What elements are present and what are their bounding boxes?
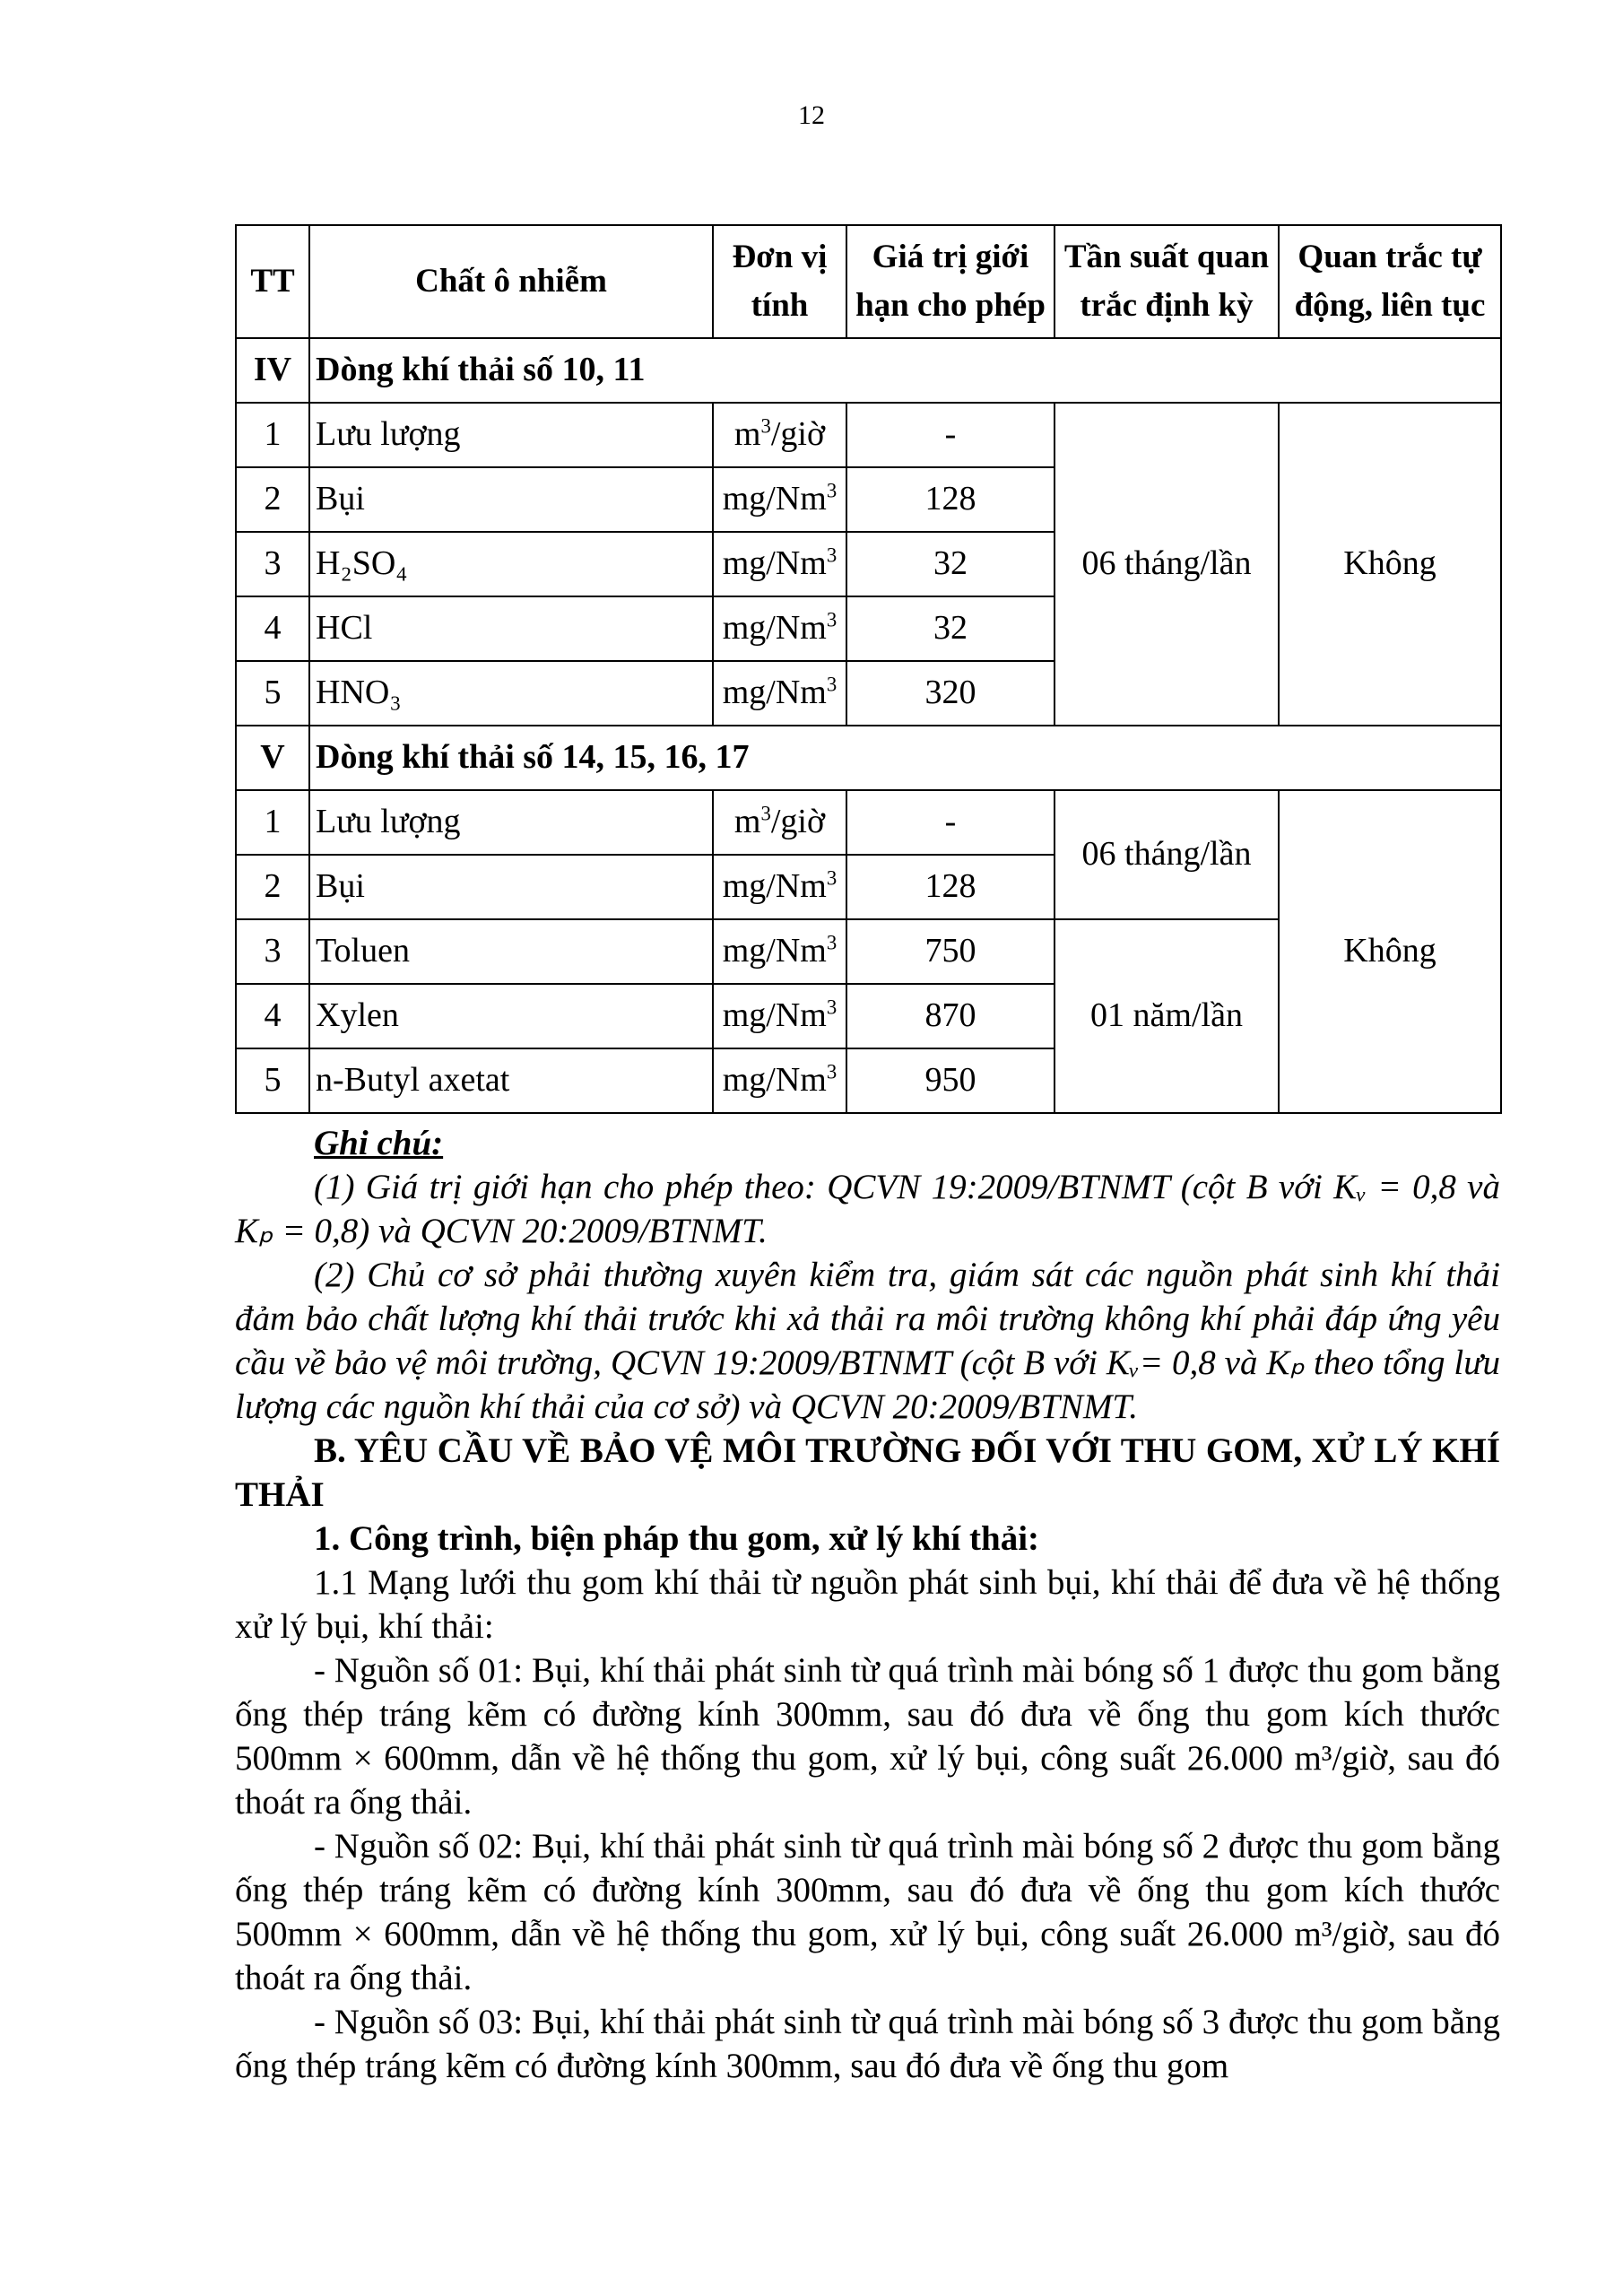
row-pollutant: HNO₃ xyxy=(309,661,713,726)
section-row-iv xyxy=(236,338,1501,403)
source-03-paragraph: - Nguồn số 03: Bụi, khí thải phát sinh từ quá trình mài bóng số 3 được thu gom bằng ống thép tráng kẽm có đường kính 300mm, sau đó đưa về ống thu gom xyxy=(235,2003,1500,2085)
row-limit: 32 xyxy=(846,596,1055,661)
row-limit: - xyxy=(846,790,1055,855)
header-frequency: Tần suất quan trắc định kỳ xyxy=(1055,225,1279,338)
page-number: 12 xyxy=(798,100,825,130)
table-header-row xyxy=(236,225,1501,338)
document-body xyxy=(235,1121,1500,2088)
section-row-v xyxy=(236,726,1501,790)
row-pollutant: HCl xyxy=(309,596,713,661)
row-tt: 3 xyxy=(236,919,309,984)
frequency-cell: 06 tháng/lần xyxy=(1055,403,1279,726)
header-limit: Giá trị giới hạn cho phép xyxy=(846,225,1055,338)
frequency-cell: 01 năm/lần xyxy=(1055,919,1279,1113)
row-pollutant: Lưu lượng xyxy=(309,790,713,855)
row-unit: mg/Nm$^3$ xyxy=(713,1048,846,1113)
row-limit: 32 xyxy=(846,532,1055,596)
row-limit: 128 xyxy=(846,467,1055,532)
frequency-cell: 06 tháng/lần xyxy=(1055,790,1279,919)
row-pollutant: Toluen xyxy=(309,919,713,984)
header-tt: TT xyxy=(236,225,309,338)
section-title: Dòng khí thải số 10, 11 xyxy=(309,338,1501,403)
section-roman: IV xyxy=(236,338,309,403)
table-row xyxy=(236,790,1501,855)
row-tt: 4 xyxy=(236,596,309,661)
note-1: (1) Giá trị giới hạn cho phép theo: QCVN 19:2009/BTNMT (cột B với Kᵥ = 0,8 và Kₚ = 0,8) và QCVN 20:2009/BTNMT. xyxy=(235,1168,1500,1250)
emission-monitoring-table xyxy=(235,224,1502,1114)
row-unit: mg/Nm$^3$ xyxy=(713,855,846,919)
row-unit: mg/Nm$^3$ xyxy=(713,596,846,661)
paragraph-1-1: 1.1 Mạng lưới thu gom khí thải từ nguồn phát sinh bụi, khí thải để đưa về hệ thống xử lý bụi, khí thải: xyxy=(235,1563,1500,1646)
row-unit: mg/Nm$^3$ xyxy=(713,467,846,532)
row-limit: 128 xyxy=(846,855,1055,919)
note-2: (2) Chủ cơ sở phải thường xuyên kiểm tra, giám sát các nguồn phát sinh khí thải đảm bảo chất lượng khí thải trước khi xả thải ra môi trường không khí phải đáp ứng yêu cầu về bảo vệ môi trường, QCVN 19:2009/BTNMT (cột B với Kᵥ= 0,8 và Kₚ theo tổng lưu lượng các nguồn khí thải của cơ sở) và QCVN 20:2009/BTNMT. xyxy=(235,1256,1500,1426)
notes-heading: Ghi chú: xyxy=(314,1124,444,1162)
auto-monitoring-cell: Không xyxy=(1279,790,1501,1113)
row-tt: 2 xyxy=(236,467,309,532)
row-limit: 320 xyxy=(846,661,1055,726)
row-pollutant: H₂SO₄ xyxy=(309,532,713,596)
auto-monitoring-cell: Không xyxy=(1279,403,1501,726)
row-tt: 4 xyxy=(236,984,309,1048)
row-pollutant: Bụi xyxy=(309,855,713,919)
source-02-paragraph: - Nguồn số 02: Bụi, khí thải phát sinh từ quá trình mài bóng số 2 được thu gom bằng ống thép tráng kẽm có đường kính 300mm, sau đó đưa về ống thu gom kích thước 500mm × 600mm, dẫn về hệ thống thu gom, xử lý bụi, công suất 26.000 m³/giờ, sau đó thoát ra ống thải. xyxy=(235,1827,1500,1997)
row-tt: 1 xyxy=(236,403,309,467)
row-unit: mg/Nm$^3$ xyxy=(713,919,846,984)
section-title: Dòng khí thải số 14, 15, 16, 17 xyxy=(309,726,1501,790)
row-unit: mg/Nm$^3$ xyxy=(713,661,846,726)
row-pollutant: Xylen xyxy=(309,984,713,1048)
row-unit: mg/Nm$^3$ xyxy=(713,984,846,1048)
row-limit: 870 xyxy=(846,984,1055,1048)
header-unit: Đơn vị tính xyxy=(713,225,846,338)
subsection-1-heading: 1. Công trình, biện pháp thu gom, xử lý khí thải: xyxy=(314,1519,1040,1558)
row-tt: 5 xyxy=(236,1048,309,1113)
section-b-heading: B. YÊU CẦU VỀ BẢO VỆ MÔI TRƯỜNG ĐỐI VỚI THU GOM, XỬ LÝ KHÍ THẢI xyxy=(235,1431,1500,1514)
row-limit: 950 xyxy=(846,1048,1055,1113)
row-tt: 3 xyxy=(236,532,309,596)
row-tt: 2 xyxy=(236,855,309,919)
row-pollutant: Bụi xyxy=(309,467,713,532)
row-tt: 5 xyxy=(236,661,309,726)
section-roman: V xyxy=(236,726,309,790)
row-pollutant: Lưu lượng xyxy=(309,403,713,467)
table-row xyxy=(236,403,1501,467)
header-pollutant: Chất ô nhiễm xyxy=(309,225,713,338)
header-auto: Quan trắc tự động, liên tục xyxy=(1279,225,1501,338)
source-01-paragraph: - Nguồn số 01: Bụi, khí thải phát sinh từ quá trình mài bóng số 1 được thu gom bằng ống thép tráng kẽm có đường kính 300mm, sau đó đưa về ống thu gom kích thước 500mm × 600mm, dẫn về hệ thống thu gom, xử lý bụi, công suất 26.000 m³/giờ, sau đó thoát ra ống thải. xyxy=(235,1651,1500,1822)
row-unit: mg/Nm$^3$ xyxy=(713,532,846,596)
row-limit: 750 xyxy=(846,919,1055,984)
row-limit: - xyxy=(846,403,1055,467)
row-tt: 1 xyxy=(236,790,309,855)
row-unit: $m^3$/giờ xyxy=(713,403,846,467)
row-unit: $m^3$/giờ xyxy=(713,790,846,855)
row-pollutant: n-Butyl axetat xyxy=(309,1048,713,1113)
